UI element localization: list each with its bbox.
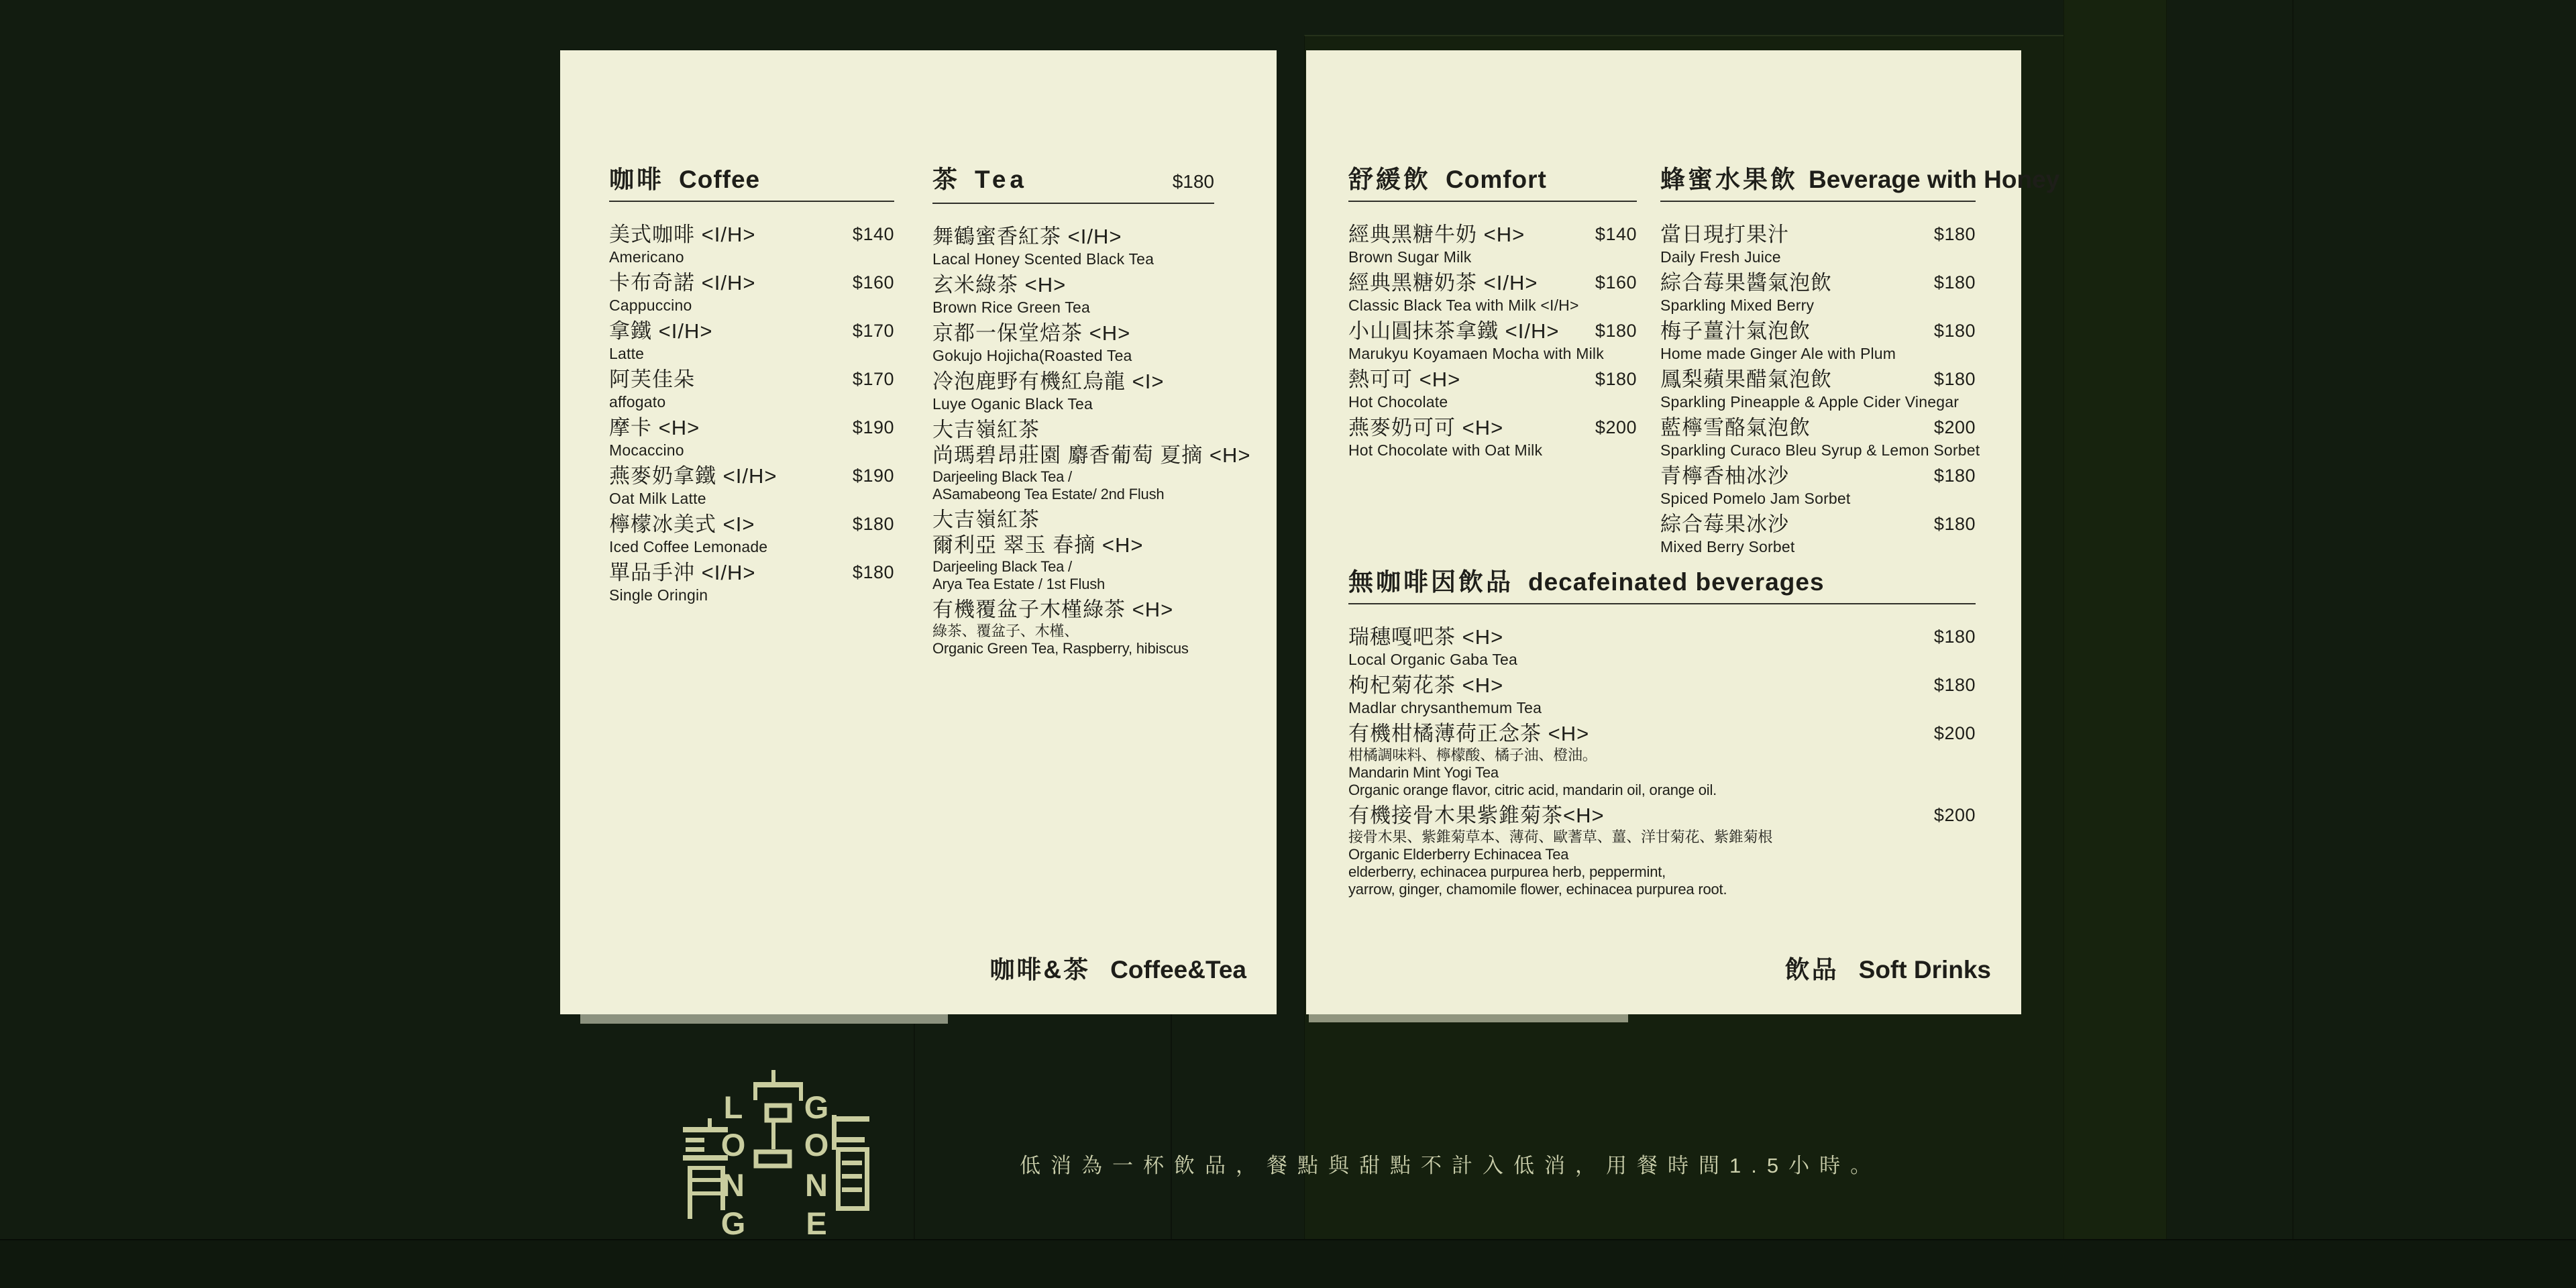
menu-item <box>609 415 894 460</box>
menu-item-text <box>932 507 1144 593</box>
item-description-line: Mandarin Mint Yogi Tea <box>1348 764 1499 781</box>
item-description-line: Darjeeling Black Tea / <box>932 468 1072 485</box>
background-seam-line <box>914 1014 915 1239</box>
item-price: $140 <box>852 224 894 244</box>
item-description-line: Darjeeling Black Tea / <box>932 558 1072 575</box>
item-price: $200 <box>1933 805 1976 825</box>
item-name-line2: 尚瑪碧昂莊園 麝香葡萄 夏摘 <H> <box>932 443 1251 467</box>
menu-item-text <box>609 367 815 411</box>
honey-item-list <box>1660 222 1980 556</box>
section-title-en: Beverage with Honey <box>1809 166 2060 193</box>
logo-letter: L <box>723 1089 743 1125</box>
menu-item <box>932 417 1251 503</box>
item-name: 經典黑糖牛奶 <H> <box>1348 223 1525 246</box>
item-description-line: Organic Green Tea, Raspberry, hibiscus <box>932 640 1189 657</box>
item-name: 燕麥奶可可 <H> <box>1348 416 1504 439</box>
menu-item <box>932 597 1214 657</box>
logo-middle-character <box>753 1070 803 1166</box>
item-price: $180 <box>1933 514 1976 534</box>
brand-logo-art <box>671 1053 885 1254</box>
item-price: $200 <box>1595 417 1637 437</box>
menu-item <box>1348 270 1637 315</box>
item-name: 阿芙佳朵 <box>609 368 695 391</box>
menu-item-text <box>1348 721 1896 799</box>
menu-item <box>609 367 894 411</box>
item-subtitle: affogato <box>609 393 666 411</box>
menu-item-text <box>1348 270 1579 315</box>
item-subtitle: Latte <box>609 345 645 362</box>
menu-item-text <box>609 512 815 556</box>
item-subtitle: Mixed Berry Sorbet <box>1660 538 1795 555</box>
section-title-zh: 蜂蜜水果飲 <box>1660 166 1798 193</box>
item-subtitle: Single Oringin <box>609 586 708 604</box>
item-price: $180 <box>1933 369 1976 389</box>
item-description-line: yarrow, ginger, chamomile flower, echinacea purpurea root. <box>1348 881 1727 898</box>
section-divider <box>1660 201 1976 202</box>
menu-item-text <box>1660 512 1896 556</box>
menu-item <box>932 369 1214 413</box>
menu-item <box>932 224 1214 268</box>
menu-item-text <box>932 597 1189 657</box>
item-subtitle: Oat Milk Latte <box>609 490 706 507</box>
section-title-en: Tea <box>975 166 1028 193</box>
footer-label-zh: 咖啡&茶 <box>989 956 1091 983</box>
item-name: 大吉嶺紅茶 <box>932 418 1040 441</box>
item-description-line: Arya Tea Estate / 1st Flush <box>932 576 1106 592</box>
item-price: $180 <box>1595 321 1637 341</box>
item-price: $170 <box>852 369 894 389</box>
item-subtitle: Iced Coffee Lemonade <box>609 538 768 555</box>
item-price: $160 <box>852 272 894 292</box>
item-description-line: elderberry, echinacea purpurea herb, peppermint, <box>1348 863 1666 880</box>
menu-item <box>1660 464 1976 508</box>
menu-item-text <box>1348 222 1558 266</box>
menu-item-text <box>609 464 815 508</box>
item-price: $180 <box>1933 627 1976 647</box>
honey-section-header <box>1660 164 2060 195</box>
logo-letter: O <box>720 1127 746 1163</box>
item-description-line: ASamabeong Tea Estate/ 2nd Flush <box>932 486 1165 502</box>
item-subtitle: Cappuccino <box>609 297 692 314</box>
item-subtitle: Lacal Honey Scented Black Tea <box>932 250 1155 268</box>
item-subtitle: Local Organic Gaba Tea <box>1348 651 1518 668</box>
section-title-en: decafeinated beverages <box>1528 568 1825 596</box>
honey-beverage-section <box>1660 164 2060 560</box>
item-name: 單品手沖 <I/H> <box>609 561 756 584</box>
item-name: 鳳梨蘋果醋氣泡飲 <box>1660 368 1832 391</box>
item-name: 燕麥奶拿鐵 <I/H> <box>609 464 777 488</box>
menu-item-text <box>1660 270 1896 315</box>
coffee-tea-menu-card <box>560 50 1277 1014</box>
item-subtitle: Americano <box>609 248 684 266</box>
item-price: $200 <box>1933 417 1976 437</box>
background-seam-line <box>1171 1014 1172 1239</box>
item-name: 瑞穗嘎吧茶 <H> <box>1348 625 1504 649</box>
background-seam-line <box>2292 0 2294 1288</box>
item-price: $190 <box>852 466 894 486</box>
item-name: 冷泡鹿野有機紅烏龍 <I> <box>932 370 1165 393</box>
menu-item-text <box>609 319 815 363</box>
item-name: 舞鶴蜜香紅茶 <I/H> <box>932 225 1122 248</box>
menu-item <box>609 222 894 266</box>
coffee-item-list <box>609 222 894 604</box>
item-subtitle: Brown Sugar Milk <box>1348 248 1472 266</box>
item-subtitle: Madlar chrysanthemum Tea <box>1348 699 1542 716</box>
menu-item-text <box>609 222 815 266</box>
menu-item <box>1348 721 1976 799</box>
section-divider <box>609 201 894 202</box>
logo-letter: O <box>804 1127 829 1163</box>
menu-item <box>932 272 1214 317</box>
menu-item <box>609 319 894 363</box>
item-subtitle: Luye Oganic Black Tea <box>932 395 1093 413</box>
item-subtitle: Brown Rice Green Tea <box>932 299 1090 316</box>
item-price: $180 <box>1933 321 1976 341</box>
menu-item <box>609 512 894 556</box>
menu-item <box>1348 673 1976 717</box>
item-price: $170 <box>852 321 894 341</box>
item-description-line: 柑橘調味料、檸檬酸、橘子油、橙油。 <box>1348 747 1597 763</box>
menu-item <box>1660 222 1976 266</box>
tea-section <box>932 164 1251 661</box>
menu-item-text <box>1348 673 1896 717</box>
item-name: 綜合莓果冰沙 <box>1660 513 1789 536</box>
item-subtitle: Sparkling Pineapple & Apple Cider Vinegar <box>1660 393 1960 411</box>
item-name: 藍檸雪酪氣泡飲 <box>1660 416 1811 439</box>
comfort-section-header <box>1348 164 1637 195</box>
menu-item-text <box>1348 319 1604 363</box>
logo-letter: G <box>720 1205 746 1241</box>
logo-right-character <box>832 1115 869 1211</box>
item-description-line: Organic Elderberry Echinacea Tea <box>1348 846 1569 863</box>
item-name: 梅子薑汁氣泡飲 <box>1660 319 1811 343</box>
menu-item <box>609 270 894 315</box>
item-price: $180 <box>852 562 894 582</box>
item-name: 有機覆盆子木槿綠茶 <H> <box>932 598 1174 621</box>
item-subtitle: Gokujo Hojicha(Roasted Tea <box>932 347 1132 364</box>
item-name: 經典黑糖奶茶 <I/H> <box>1348 271 1538 294</box>
menu-item-text <box>609 560 815 604</box>
menu-item-text <box>1348 415 1558 460</box>
menu-item-text <box>1660 319 1896 363</box>
background-bottom-band <box>0 1239 2576 1288</box>
item-name: 摩卡 <H> <box>609 416 700 439</box>
item-name: 枸杞菊花茶 <H> <box>1348 674 1504 697</box>
item-name: 美式咖啡 <I/H> <box>609 223 756 246</box>
item-name: 玄米綠茶 <H> <box>932 273 1067 297</box>
menu-item-text <box>932 224 1155 268</box>
item-name: 有機接骨木果紫錐菊茶<H> <box>1348 804 1605 827</box>
item-subtitle: Hot Chocolate <box>1348 393 1448 411</box>
comfort-section <box>1348 164 1637 464</box>
item-price: $180 <box>1595 369 1637 389</box>
item-subtitle: Classic Black Tea with Milk <I/H> <box>1348 297 1579 314</box>
footer-label-zh: 飲品 <box>1784 956 1839 983</box>
item-price: $180 <box>1933 675 1976 695</box>
menu-item <box>1348 625 1976 669</box>
section-title-zh: 茶 <box>932 166 960 193</box>
menu-item-text <box>1660 464 1896 508</box>
item-name: 熱可可 <H> <box>1348 368 1461 391</box>
section-title-en: Coffee <box>679 166 761 193</box>
menu-item-text <box>932 321 1135 365</box>
menu-item-text <box>932 417 1251 503</box>
item-price: $180 <box>1933 466 1976 486</box>
item-price: $180 <box>852 514 894 534</box>
menu-item <box>1660 415 1980 460</box>
section-divider <box>932 203 1214 204</box>
logo-letter: E <box>806 1205 827 1241</box>
tea-section-header <box>932 164 1214 197</box>
item-name: 有機柑橘薄荷正念茶 <H> <box>1348 722 1590 745</box>
menu-item-text <box>932 369 1165 413</box>
menu-item <box>932 507 1214 593</box>
menu-item-text <box>609 270 815 315</box>
menu-item-text <box>1348 625 1896 669</box>
item-name: 卡布奇諾 <I/H> <box>609 271 756 294</box>
section-divider <box>1348 201 1637 202</box>
menu-item <box>609 560 894 604</box>
item-name: 拿鐵 <I/H> <box>609 319 713 343</box>
section-title-zh: 舒緩飲 <box>1348 166 1431 193</box>
menu-item <box>1348 415 1637 460</box>
item-price: $200 <box>1933 723 1976 743</box>
item-description-line: 綠茶、覆盆子、木槿、 <box>932 623 1079 639</box>
tea-item-list <box>932 224 1251 657</box>
item-subtitle: Daily Fresh Juice <box>1660 248 1781 266</box>
tea-flat-price: $180 <box>1172 171 1214 192</box>
menu-item <box>1660 319 1976 363</box>
logo-letter: G <box>804 1089 829 1125</box>
item-name: 綜合莓果醬氣泡飲 <box>1660 271 1832 294</box>
item-price: $160 <box>1595 272 1637 292</box>
section-title-en: Comfort <box>1446 166 1547 193</box>
section-title-zh: 咖啡 <box>609 166 664 193</box>
soft-drinks-menu-card <box>1306 50 2060 1014</box>
decaf-item-list <box>1348 625 1976 898</box>
menu-item <box>1660 367 1976 411</box>
item-name: 大吉嶺紅茶 <box>932 508 1040 531</box>
footer-label-en: Coffee&Tea <box>1110 956 1246 983</box>
item-price: $140 <box>1595 224 1637 244</box>
decaf-section <box>1348 567 1976 902</box>
logo-letters-gone <box>804 1089 829 1241</box>
menu-item <box>1348 803 1976 898</box>
coffee-section-header <box>609 164 894 195</box>
item-subtitle: Mocaccino <box>609 441 684 459</box>
decaf-section-header <box>1348 567 1976 598</box>
menu-item-text <box>1348 803 1896 898</box>
comfort-item-list <box>1348 222 1637 460</box>
logo-letters-long <box>721 1089 746 1241</box>
item-name: 當日現打果汁 <box>1660 223 1789 246</box>
item-price: $180 <box>1933 272 1976 292</box>
right-card-footer <box>1785 949 1991 985</box>
item-description-line: Organic orange flavor, citric acid, mandarin oil, orange oil. <box>1348 782 1717 798</box>
item-name: 小山圓抹茶拿鐵 <I/H> <box>1348 319 1560 343</box>
minimum-charge-note: 低消為一杯飲品，餐點與甜點不計入低消，用餐時間1.5小時。 <box>1020 1154 1882 1177</box>
menu-item <box>1348 319 1637 363</box>
item-subtitle: Sparkling Mixed Berry <box>1660 297 1815 314</box>
item-subtitle: Sparkling Curaco Bleu Syrup & Lemon Sorbet <box>1660 441 1980 459</box>
menu-item-text <box>609 415 815 460</box>
background-light-band <box>2063 0 2167 1288</box>
menu-item-text <box>932 272 1135 317</box>
item-name: 檸檬冰美式 <I> <box>609 513 755 536</box>
item-subtitle: Spiced Pomelo Jam Sorbet <box>1660 490 1851 507</box>
menu-item <box>609 464 894 508</box>
item-description-line: 接骨木果、紫錐菊草本、薄荷、歐蓍草、薑、洋甘菊花、紫錐菊根 <box>1348 828 1773 845</box>
footer-label-en: Soft Drinks <box>1858 956 1991 983</box>
item-price: $180 <box>1933 224 1976 244</box>
section-divider <box>1348 603 1976 604</box>
item-price: $190 <box>852 417 894 437</box>
item-subtitle: Marukyu Koyamaen Mocha with Milk <box>1348 345 1604 362</box>
item-name: 青檸香柚冰沙 <box>1660 464 1789 488</box>
logo-letter: N <box>722 1167 745 1203</box>
item-subtitle: Home made Ginger Ale with Plum <box>1660 345 1896 362</box>
menu-item <box>1348 222 1637 266</box>
left-card-footer <box>989 949 1246 985</box>
coffee-section <box>609 164 894 608</box>
menu-item <box>1660 270 1976 315</box>
brand-logo <box>671 1053 885 1254</box>
menu-item-text <box>1660 222 1896 266</box>
menu-item <box>1660 512 1976 556</box>
section-title-zh: 無咖啡因飲品 <box>1348 568 1513 596</box>
menu-item <box>1348 367 1637 411</box>
item-name-line2: 爾利亞 翠玉 春摘 <H> <box>932 533 1144 557</box>
menu-item-text <box>1348 367 1558 411</box>
logo-letter: N <box>805 1167 828 1203</box>
item-subtitle: Hot Chocolate with Oat Milk <box>1348 441 1543 459</box>
item-name: 京都一保堂焙茶 <H> <box>932 321 1131 345</box>
menu-item <box>932 321 1214 365</box>
